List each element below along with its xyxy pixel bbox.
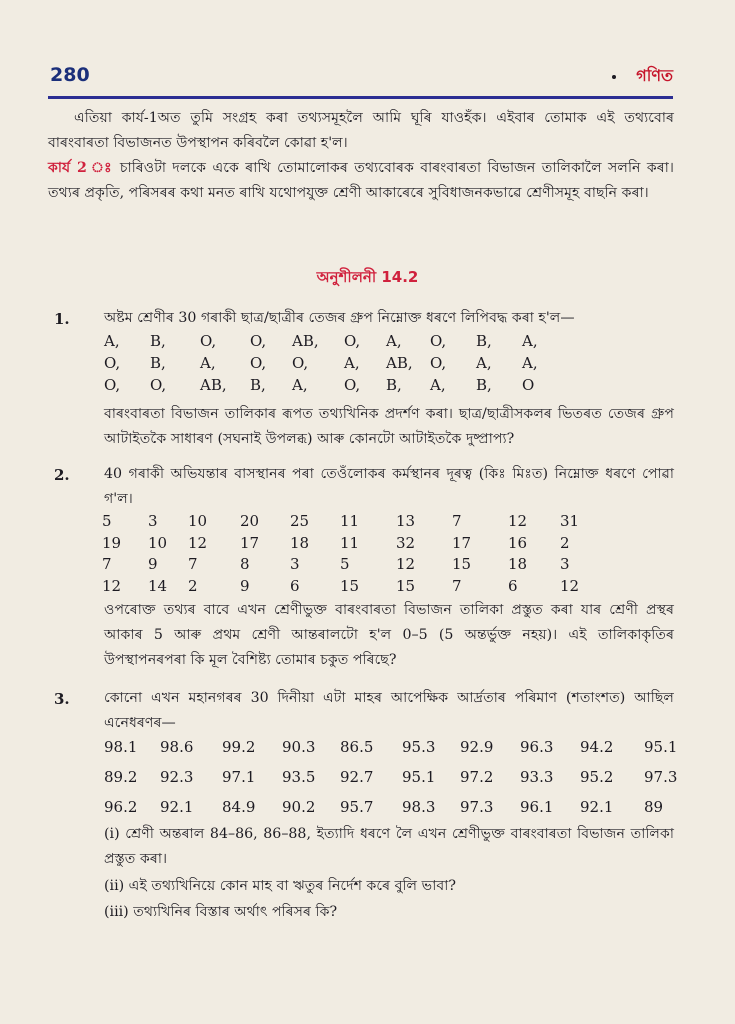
humidity-cell: 96.1 (520, 798, 554, 816)
distance-cell: 2 (188, 576, 198, 595)
distance-cell: 17 (240, 533, 260, 552)
blood-group-cell: A, (522, 332, 538, 350)
humidity-cell: 98.1 (104, 738, 138, 756)
distance-cell: 7 (188, 555, 198, 573)
question-3-part-2: (ii) এই তথ্যখিনিয়ে কোন মাহ বা ঋতুৰ নিৰ্দেশ কৰে বুলি ভাবা? (104, 878, 456, 894)
distance-cell: 3 (148, 512, 158, 530)
question-3-part-3: (iii) তথ্যখিনিৰ বিস্তাৰ অৰ্থাৎ পৰিসৰ কি? (104, 904, 338, 920)
blood-group-cell: B, (386, 376, 402, 394)
distance-cell: 5 (102, 512, 112, 530)
humidity-cell: 84.9 (222, 798, 256, 816)
distance-cell: 7 (452, 576, 462, 595)
header-rule (48, 96, 673, 99)
humidity-cell: 95.1 (644, 738, 678, 756)
humidity-cell: 95.2 (580, 768, 614, 786)
distance-cell: 14 (148, 576, 168, 595)
question-3-part-1: (i) শ্ৰেণী অন্তৰাল 84–86, 86–88, ইত্যাদি ধৰণে লৈ এখন শ্ৰেণীভুক্ত বাৰংবাৰতা বিভাজন তালিকা প্ৰস্তুত কৰা। (104, 826, 674, 867)
distance-cell: 7 (102, 555, 112, 573)
humidity-cell: 97.1 (222, 768, 256, 786)
humidity-cell: 97.2 (460, 768, 494, 786)
distance-cell: 17 (452, 533, 472, 552)
humidity-cell: 92.9 (460, 738, 494, 756)
humidity-cell: 97.3 (644, 768, 678, 786)
distance-cell: 6 (290, 576, 300, 595)
blood-group-cell: A, (104, 332, 120, 350)
blood-group-cell: B, (150, 332, 166, 350)
distance-cell: 3 (290, 555, 300, 573)
humidity-cell: 86.5 (340, 738, 374, 756)
humidity-cell: 92.3 (160, 768, 194, 786)
exercise-title: অনুশীলনী 14.2 (316, 268, 419, 286)
humidity-cell: 92.1 (580, 798, 614, 816)
intro-paragraph: এতিয়া কাৰ্য-1অত তুমি সংগ্ৰহ কৰা তথ্যসমূহলৈ আমি ঘূৰি যাওহঁক। এইবাৰ তোমাক এই তথ্যবোৰ বাৰংবাৰতা বিভাজনত উপস্থাপন কৰিবলৈ কোৱা হ'ল। (48, 110, 674, 151)
humidity-cell: 92.1 (160, 798, 194, 816)
distance-cell: 31 (560, 512, 580, 530)
activity-label: কাৰ্য 2 ঃ (48, 160, 114, 176)
question-2-number: 2. (54, 466, 70, 484)
blood-group-cell: B, (476, 376, 492, 394)
blood-group-cell: AB, (292, 332, 319, 350)
blood-group-cell: A, (430, 376, 446, 394)
distance-cell: 15 (340, 576, 360, 595)
blood-group-cell: O, (250, 332, 267, 350)
blood-group-cell: O, (430, 354, 447, 372)
distance-cell: 9 (240, 576, 250, 595)
humidity-cell: 93.5 (282, 768, 316, 786)
blood-group-cell: AB, (200, 376, 227, 394)
humidity-cell: 95.3 (402, 738, 436, 756)
humidity-cell: 97.3 (460, 798, 494, 816)
blood-group-cell: AB, (386, 354, 413, 372)
activity-text: চাৰিওটা দলকে একে ৰাখি তোমালোকৰ তথ্যবোৰক বাৰংবাৰতা বিভাজন তালিকালৈ সলনি কৰা। তথ্যৰ প্ৰকৃতি, পৰিসৰৰ কথা মনত ৰাখি যথোপযুক্ত শ্ৰেণী আকাৰেৰে সুবিধাজনকভাৱে শ্ৰেণীসমূহ বাছনি কৰা। (48, 160, 674, 201)
question-2-text: 40 গৰাকী অভিযন্তাৰ বাসস্থানৰ পৰা তেওঁলোকৰ কৰ্মস্থানৰ দূৰত্ব (কিঃ মিঃত) নিম্নোক্ত ধৰণে পোৱা গ'ল। (104, 466, 674, 507)
distance-cell: 10 (148, 533, 168, 552)
bullet-icon (612, 75, 616, 79)
blood-group-cell: A, (292, 376, 308, 394)
question-1-number: 1. (54, 310, 70, 328)
distance-cell: 12 (102, 576, 122, 595)
blood-group-cell: A, (522, 354, 538, 372)
distance-cell: 15 (452, 555, 472, 573)
humidity-cell: 89.2 (104, 768, 138, 786)
humidity-cell: 92.7 (340, 768, 374, 786)
distance-cell: 25 (290, 512, 310, 530)
question-1-instructions: বাৰংবাৰতা বিভাজন তালিকাৰ ৰূপত তথ্যখিনিক প্ৰদৰ্শণ কৰা। ছাত্ৰ/ছাত্ৰীসকলৰ ভিতৰত তেজৰ গ্ৰুপ আটাইতকৈ সাধাৰণ (সঘনাই উপলব্ধ) আৰু কোনটো আটাইতকৈ দুষ্প্ৰাপ্য? (104, 406, 674, 447)
blood-group-cell: O, (104, 354, 121, 372)
distance-cell: 9 (148, 555, 158, 573)
humidity-cell: 95.7 (340, 798, 374, 816)
blood-group-cell: O, (150, 376, 167, 394)
blood-group-cell: O (522, 376, 535, 394)
humidity-cell: 95.1 (402, 768, 436, 786)
distance-cell: 18 (508, 555, 528, 573)
distance-cell: 6 (508, 576, 518, 595)
question-3-text: কোনো এখন মহানগৰৰ 30 দিনীয়া এটা মাহৰ আপেক্ষিক আৰ্দ্ৰতাৰ পৰিমাণ (শতাংশত) আছিল এনেধৰণৰ— (104, 690, 674, 731)
distance-cell: 11 (340, 533, 360, 552)
blood-group-cell: O, (250, 354, 267, 372)
page-number: 280 (50, 64, 90, 86)
question-1-text: অষ্টম শ্ৰেণীৰ 30 গৰাকী ছাত্ৰ/ছাত্ৰীৰ তেজৰ গ্ৰুপ নিম্নোক্ত ধৰণে লিপিবদ্ধ কৰা হ'ল— (104, 310, 575, 326)
distance-cell: 15 (396, 576, 416, 595)
distance-cell: 11 (340, 512, 360, 530)
blood-group-cell: A, (200, 354, 216, 372)
blood-group-cell: O, (104, 376, 121, 394)
humidity-cell: 90.3 (282, 738, 316, 756)
humidity-cell: 90.2 (282, 798, 316, 816)
blood-group-cell: B, (476, 332, 492, 350)
humidity-cell: 96.3 (520, 738, 554, 756)
humidity-cell: 98.3 (402, 798, 436, 816)
distance-cell: 13 (396, 512, 416, 530)
blood-group-cell: A, (386, 332, 402, 350)
distance-cell: 18 (290, 533, 310, 552)
distance-cell: 7 (452, 512, 462, 530)
humidity-cell: 98.6 (160, 738, 194, 756)
activity-paragraph (48, 156, 674, 206)
distance-cell: 8 (240, 555, 250, 573)
humidity-cell: 96.2 (104, 798, 138, 816)
subject-title (612, 63, 673, 90)
distance-cell: 12 (188, 533, 208, 552)
question-2-instructions: ওপৰোক্ত তথ্যৰ বাবে এখন শ্ৰেণীভুক্ত বাৰংবাৰতা বিভাজন তালিকা প্ৰস্তুত কৰা যাৰ শ্ৰেণী প্ৰস্থৰ আকাৰ 5 আৰু প্ৰথম শ্ৰেণী আন্তৰালটো হ'ল 0–5 (5 অন্তৰ্ভুক্ত নহয়)। এই তালিকাকৃতিৰ উপস্থাপনৰপৰা কি মূল বৈশিষ্ট্য তোমাৰ চকুত পৰিছে? (104, 602, 674, 668)
blood-group-cell: A, (344, 354, 360, 372)
distance-cell: 10 (188, 512, 208, 530)
blood-group-cell: B, (250, 376, 266, 394)
distance-cell: 3 (560, 555, 570, 573)
humidity-cell: 93.3 (520, 768, 554, 786)
distance-cell: 32 (396, 533, 416, 552)
blood-group-cell: O, (200, 332, 217, 350)
subject-label: গণিত (636, 66, 673, 85)
humidity-cell: 89 (644, 798, 664, 816)
blood-group-cell: B, (150, 354, 166, 372)
humidity-cell: 94.2 (580, 738, 614, 756)
blood-group-cell: O, (344, 332, 361, 350)
distance-cell: 5 (340, 555, 350, 573)
distance-cell: 19 (102, 533, 122, 552)
distance-cell: 20 (240, 512, 260, 530)
distance-cell: 12 (508, 512, 528, 530)
blood-group-cell: O, (430, 332, 447, 350)
blood-group-cell: O, (344, 376, 361, 394)
blood-group-cell: A, (476, 354, 492, 372)
distance-cell: 12 (396, 555, 416, 573)
humidity-cell: 99.2 (222, 738, 256, 756)
question-3-number: 3. (54, 690, 70, 708)
distance-cell: 12 (560, 576, 580, 595)
distance-cell: 16 (508, 533, 528, 552)
distance-cell: 2 (560, 533, 570, 552)
blood-group-cell: O, (292, 354, 309, 372)
